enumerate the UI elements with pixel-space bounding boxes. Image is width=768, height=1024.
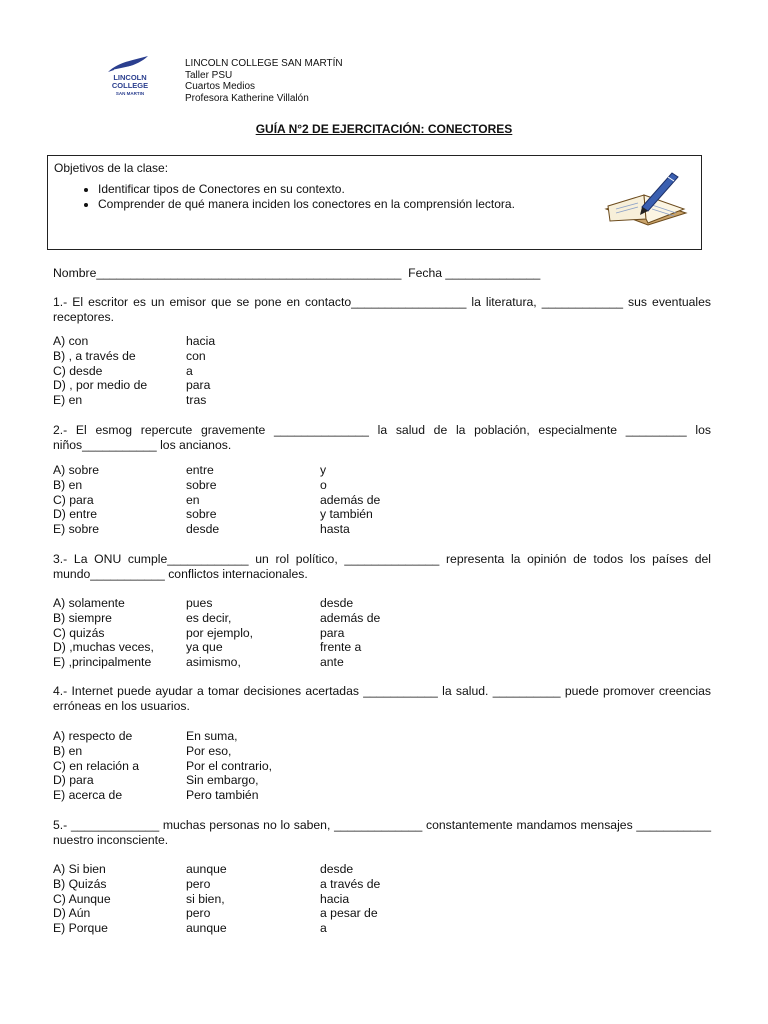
option-cell: D) Aún <box>53 906 91 921</box>
logo-text-bottom: SAN MARTIN <box>115 91 145 96</box>
option-cell: pero <box>186 906 211 921</box>
objectives-heading: Objetivos de la clase: <box>54 161 169 175</box>
option-cell: A) con <box>53 334 89 348</box>
objective-item: • Identificar tipos de Conectores en su contexto. <box>98 182 515 197</box>
teacher-name: Profesora Katherine Villalón <box>185 92 309 104</box>
option-cell: D) ,muchas veces, <box>53 640 154 655</box>
option-cell: B) siempre <box>53 610 112 625</box>
option-cell: si bien, <box>186 891 225 906</box>
option-cell: sobre <box>186 477 217 492</box>
option-cell: a <box>186 363 193 378</box>
option-cell: desde <box>320 596 354 610</box>
option-cell: ante <box>320 655 344 670</box>
option-cell: frente a <box>320 640 362 655</box>
option-cell: B) en <box>53 477 83 492</box>
option-cell: a pesar de <box>320 906 378 921</box>
option-cell: ya que <box>186 640 223 655</box>
option-cell: Sin embargo, <box>186 773 259 788</box>
option-cell: es decir, <box>186 610 232 625</box>
logo-text-mid: COLLEGE <box>111 81 149 90</box>
question-4: 4.- Internet puede ayudar a tomar decisiones acertadas ___________ la salud. __________ puede promover creencias erróneas en los usuarios. <box>53 684 711 713</box>
option-cell: A) solamente <box>53 596 125 610</box>
option-cell: aunque <box>186 862 227 876</box>
option-cell: B) en <box>53 743 83 758</box>
school-name: LINCOLN COLLEGE SAN MARTÍN <box>185 58 343 69</box>
option-cell: sobre <box>186 507 217 522</box>
grade-level: Cuartos Medios <box>185 81 256 92</box>
option-cell: E) sobre <box>53 522 100 537</box>
objectives-list <box>60 182 515 212</box>
option-cell: para <box>320 625 345 640</box>
option-cell: hacia <box>320 891 350 906</box>
option-cell: con <box>186 348 206 363</box>
option-cell: además de <box>320 610 381 625</box>
option-cell: en <box>186 492 200 507</box>
option-cell: a <box>320 921 327 936</box>
option-cell: hacia <box>186 334 216 348</box>
option-cell: D) , por medio de <box>53 378 148 393</box>
objectives-box <box>47 155 702 250</box>
option-cell: Pero también <box>186 788 259 803</box>
question-1: 1.- El escritor es un emisor que se pone en contacto_________________ la literatura, ____________ sus eventuales receptores. <box>53 295 711 324</box>
option-cell: A) sobre <box>53 463 100 477</box>
name-date-line: Nombre_____________________________________________ Fecha ______________ <box>53 266 541 280</box>
course-name: Taller PSU <box>185 69 233 81</box>
option-cell: tras <box>186 393 207 408</box>
option-cell: En suma, <box>186 729 238 743</box>
option-cell: C) Aunque <box>53 891 111 906</box>
option-cell: E) ,principalmente <box>53 655 152 670</box>
option-cell: C) en relación a <box>53 758 140 773</box>
option-cell: E) Porque <box>53 921 108 936</box>
book-with-pen-icon <box>602 169 692 227</box>
option-cell: pero <box>186 876 211 891</box>
school-header <box>185 58 343 104</box>
option-cell: C) para <box>53 492 94 507</box>
option-cell: desde <box>186 522 220 537</box>
option-cell: pues <box>186 596 213 610</box>
option-cell: hasta <box>320 522 350 537</box>
option-cell: C) quizás <box>53 625 105 640</box>
worksheet-title: GUÍA N°2 DE EJERCITACIÓN: CONECTORES <box>255 122 513 136</box>
option-cell: para <box>186 378 211 393</box>
option-cell: asimismo, <box>186 655 241 670</box>
option-cell: además de <box>320 492 381 507</box>
question-3: 3.- La ONU cumple____________ un rol político, ______________ representa la opinión de todos los países del mundo___________ conflictos internacionales. <box>53 552 711 581</box>
option-cell: B) Quizás <box>53 876 107 891</box>
option-cell: E) en <box>53 393 83 408</box>
option-cell: Por el contrario, <box>186 758 273 773</box>
option-cell: desde <box>320 862 354 876</box>
option-cell: Por eso, <box>186 743 232 758</box>
option-cell: A) respecto de <box>53 729 133 743</box>
objective-item: • Comprender de qué manera inciden los conectores en la comprensión lectora. <box>98 197 515 212</box>
school-logo <box>104 54 156 98</box>
question-5: 5.- _____________ muchas personas no lo saben, _____________ constantemente mandamos mensajes ___________ nuestro inconsciente. <box>53 818 711 847</box>
option-cell: y <box>320 463 327 477</box>
option-cell: B) , a través de <box>53 348 136 363</box>
option-cell: C) desde <box>53 363 103 378</box>
option-cell: o <box>320 477 327 492</box>
option-cell: por ejemplo, <box>186 625 254 640</box>
option-cell: E) acerca de <box>53 788 123 803</box>
option-cell: aunque <box>186 921 227 936</box>
option-cell: D) entre <box>53 507 98 522</box>
option-cell: D) para <box>53 773 94 788</box>
option-cell: y también <box>320 507 373 522</box>
logo-text-top: LINCOLN <box>113 73 147 82</box>
option-cell: A) Si bien <box>53 862 106 876</box>
option-cell: entre <box>186 463 214 477</box>
option-cell: a través de <box>320 876 381 891</box>
question-2: 2.- El esmog repercute gravemente ______________ la salud de la población, especialmente _________ los niños___________ los ancianos. <box>53 423 711 452</box>
